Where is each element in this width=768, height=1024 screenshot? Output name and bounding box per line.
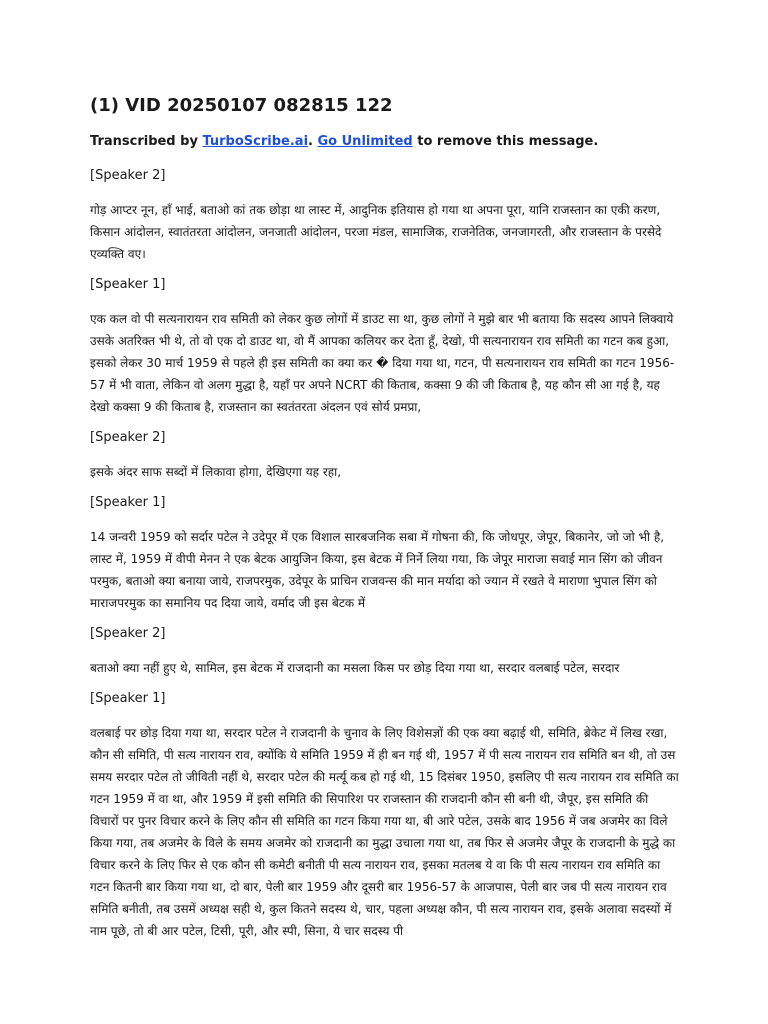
transcript-paragraph: एक कल वो पी सत्यनारायन राव समिती को लेकर कुछ लोगों में डाउट सा था, कुछ लोगों ने मुझे बार भी बताया कि सदस्य आपने लिक्वाये उसके अतरिक्त भी थे, तो वो एक दो डाउट था, वो मैं आपका कलियर कर देता हूँ, देखो, पी सत्यनारायन राव समिती का गटन कब हुआ, इसको लेकर 30 मार्च 1959 से पहले ही इस समिती का क्या कर � दिया गया था, गटन, पी सत्यनारायन राव समिती का गटन 1956-57 में भी वाता, लेकिन वो अलग मुद्धा है, यहाँ पर अपने NCRT की किताब, कक्सा 9 की जी किताब है, यह कौन सी आ गई है, यह देखो कक्सा 9 की किताब है, राजस्तान का स्वतंतरता अंदलन एवं सोर्य प्रमप्रा, [90, 312, 675, 414]
document-title: (1) VID 20250107 082815 122 [90, 95, 393, 116]
speaker-label: [Speaker 1] [90, 277, 166, 292]
transcript-paragraph: इसके अंदर साफ सब्दों में लिकावा होगा, देखिएगा यह रहा, [90, 465, 342, 479]
banner-separator: . [308, 134, 318, 149]
speaker-label: [Speaker 2] [90, 168, 166, 183]
banner-suffix: to remove this message. [412, 134, 599, 149]
speaker-label: [Speaker 1] [90, 691, 166, 706]
transcript-paragraph: वलबाई पर छोड़ दिया गया था, सरदार पटेल ने राजदानी के चुनाव के लिए विशेसज्ञों की एक क्या बढ़ाई थी, समिति, ब्रेकेट में लिख रखा, कौन सी समिति, पी सत्य नारायन राव, क्योंकि ये समिति 1959 में ही बन गई थी, 1957 में पी सत्य नारायन राव समिति बन थी, तो उस समय सरदार पटेल तो जीविती नहीं थे, सरदार पटेल की मर्त्यू कब हो गई थी, 15 दिसंबर 1950, इसलिए पी सत्य नारायन राव समिति का गटन 1959 में वा था, और 1959 में इसी समिति की सिपारिश पर राजस्तान की राजदानी कौन सी बनी थी, जैपूर, इस समिति की विचारों पर पुनर विचार करने के लिए कौन सी समिति का गटन किया गया था, बी आरे पटेल, उसके बाद 1956 में जब अजमेर का विले किया गया, तब अजमेर के विले के समय अजमेर को राजदानी का मुद्धा उचाला गया था, तब फिर से अजमेर जैपूर के राजदानी के मुद्धे का विचार करने के लिए फिर से एक कौन सी कमेटी बनीती पी सत्य नारायन राव, इसका मतलब ये वा कि पी सत्य नारायन राव समिति का गटन कितनी बार किया गया था, दो बार, पेली बार 1959 और दूसरी बार 1956-57 के आजपास, पेली बार जब पी सत्य नारायन राव समिति बनीती, तब उसमें अध्यक्ष सही थे, कुल कितने सदस्य थे, चार, पहला अध्यक्ष कौन, पी सत्य नारायन राव, इसके अलावा सदस्यों में नाम पूछे, तो बी आर पटेल, टिसी, पूरी, और स्पी, सिना, ये चार सदस्य पी [90, 726, 679, 938]
transcription-banner [90, 134, 598, 149]
turboscribe-link[interactable]: TurboScribe.ai [202, 134, 309, 149]
speaker-label: [Speaker 1] [90, 495, 166, 510]
speaker-label: [Speaker 2] [90, 430, 166, 445]
speaker-label: [Speaker 2] [90, 626, 166, 641]
transcript-paragraph: बताओ क्या नहीं हुए थे, सामिल, इस बेटक में राजदानी का मसला किस पर छोड़ दिया गया था, सरदार वलबाई पटेल, सरदार [90, 661, 620, 675]
transcript-paragraph: 14 जन्वरी 1959 को सर्दार पटेल ने उदेपूर में एक विशाल सारबजनिक सबा में गोषना की, कि जोधपूर, जेपूर, बिकानेर, जो जो भी है, लास्ट में, 1959 में वीपी मेनन ने एक बेटक आयुजिन किया, इस बेटक में निर्ने लिया गया, कि जेपूर माराजा सवाई मान सिंग को जीवन परमुक, बताओ क्या बनाया जाये, राजपरमुक, उदेपूर के प्राचिन राजवन्स की मान मर्यादा को ज्यान में रखते वे माराणा भुपाल सिंग को माराजपरमुक का समानिय पद दिया जाये, वर्माद जी इस बेटक में [90, 530, 665, 610]
go-unlimited-link[interactable]: Go Unlimited [317, 134, 413, 149]
banner-prefix: Transcribed by [90, 134, 203, 149]
transcript-body [90, 167, 680, 953]
transcript-paragraph: गोड़ आप्टर नून, हाँ भाई, बताओ कां तक छोड़ा था लास्ट में, आदुनिक इतियास हो गया था अपना पूरा, यानि राजस्तान का एकी करण, किसान आंदोलन, स्वातंतरता आंदोलन, जनजाती आंदोलन, परजा मंडल, सामाजिक, राजनेतिक, जनजागरती, और राजस्तान के परसेदे एव्यक्ति वए। [90, 203, 662, 261]
